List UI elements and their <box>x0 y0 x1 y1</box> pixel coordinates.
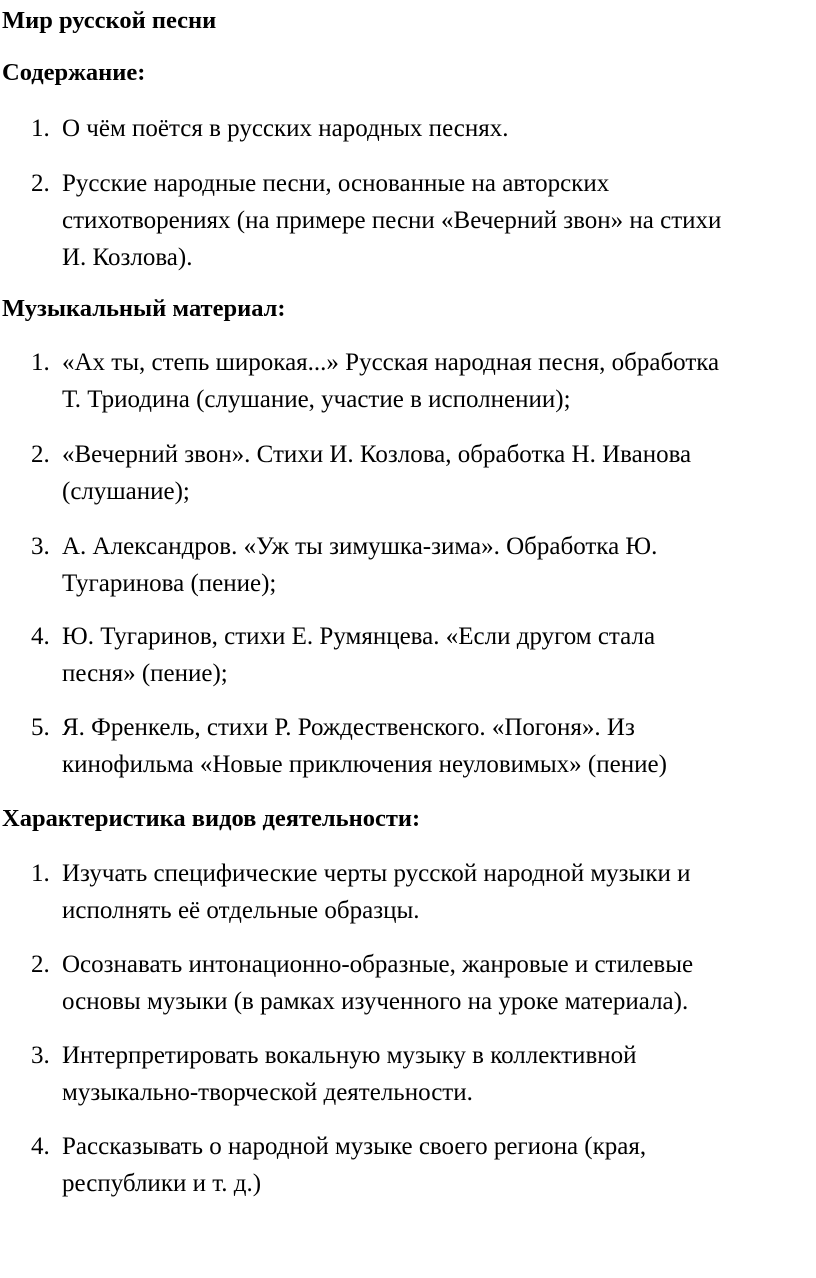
list-number: 4. <box>31 1133 50 1160</box>
list-item-text <box>62 436 814 510</box>
list-item-line: И. Козлова). <box>62 244 193 271</box>
list-item-line: Изучать специфические черты русской народной музыки и <box>62 860 691 887</box>
list-item-line: А. Александров. «Уж ты зимушка-зима». Обработка Ю. <box>62 533 658 560</box>
list-item-text <box>62 618 814 692</box>
list-item-line: Рассказывать о народной музыке своего региона (края, <box>62 1133 647 1160</box>
list-item-text <box>62 1128 814 1202</box>
list-number: 1. <box>31 860 50 887</box>
list-number: 4. <box>31 623 50 650</box>
list-item-line: основы музыки (в рамках изученного на уроке материала). <box>62 988 689 1015</box>
list-item-line: О чём поётся в русских народных песнях. <box>62 115 509 142</box>
list-item-line: «Вечерний звон». Стихи И. Козлова, обработка Н. Иванова <box>62 441 692 468</box>
list-item-text <box>62 344 814 418</box>
list-item-line: Осознавать интонационно-образные, жанровые и стилевые <box>62 951 694 978</box>
list-item-text <box>62 855 814 929</box>
section-heading-contents: Содержание: <box>2 59 146 86</box>
list-number: 5. <box>31 714 50 741</box>
list-item-line: Русские народные песни, основанные на авторских <box>62 170 610 197</box>
list-item-text <box>62 1037 814 1111</box>
list-item-line: музыкально-творческой деятельности. <box>62 1079 473 1106</box>
list-number: 3. <box>31 533 50 560</box>
list-number: 3. <box>31 1042 50 1069</box>
section-heading-musical-material: Музыкальный материал: <box>2 295 286 322</box>
document-title: Мир русской песни <box>2 7 217 34</box>
list-item-line: кинофильма «Новые приключения неуловимых» (пение) <box>62 751 667 778</box>
list-item-text <box>62 946 814 1020</box>
list-item-line: исполнять её отдельные образцы. <box>62 897 420 924</box>
list-item-text <box>62 165 814 276</box>
list-item-text <box>62 528 814 602</box>
list-number: 1. <box>31 349 50 376</box>
section-heading-activities: Характеристика видов деятельности: <box>2 805 421 832</box>
list-number: 2. <box>31 441 50 468</box>
list-number: 2. <box>31 951 50 978</box>
list-item-text <box>62 709 814 783</box>
list-item-line: Ю. Тугаринов, стихи Е. Румянцева. «Если другом стала <box>62 623 656 650</box>
list-item-line: песня» (пение); <box>62 660 228 687</box>
list-item-line: Я. Френкель, стихи Р. Рождественского. «Погоня». Из <box>62 714 635 741</box>
list-item-line: «Ах ты, степь широкая...» Русская народная песня, обработка <box>62 349 720 376</box>
list-item-line: (слушание); <box>62 478 190 505</box>
list-item-line: стихотворениях (на примере песни «Вечерний звон» на стихи <box>62 207 722 234</box>
list-item-line: республики и т. д.) <box>62 1170 262 1197</box>
list-number: 1. <box>31 115 50 142</box>
list-item-text <box>62 110 814 147</box>
list-item-line: Тугаринова (пение); <box>62 570 277 597</box>
list-number: 2. <box>31 170 50 197</box>
list-item-line: Интерпретировать вокальную музыку в коллективной <box>62 1042 637 1069</box>
list-item-line: Т. Триодина (слушание, участие в исполнении); <box>62 386 571 413</box>
